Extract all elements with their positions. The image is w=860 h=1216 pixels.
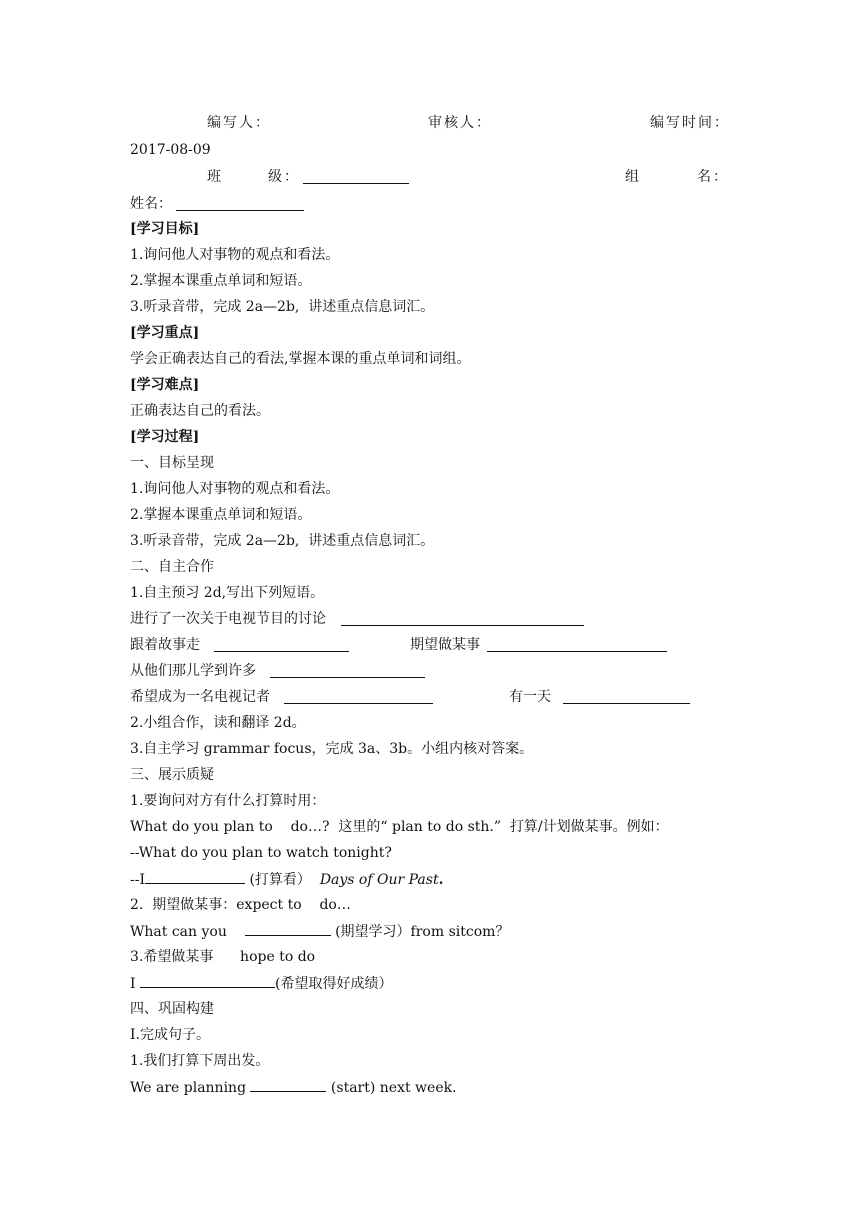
- name-blank[interactable]: [176, 196, 304, 211]
- answer-prefix: --I: [130, 872, 145, 888]
- part-4-sentence-1: 1.我们打算下周出发。: [130, 1053, 270, 1069]
- name-label: 姓名：: [130, 196, 172, 212]
- answer-end: .: [438, 872, 444, 888]
- difficulty-heading: [学习难点]: [130, 377, 200, 393]
- part-2-item-2: 2.小组合作，读和翻译 2d。: [130, 715, 306, 731]
- expect-blank[interactable]: [245, 921, 331, 936]
- key-heading: [学习重点]: [130, 325, 200, 341]
- part-1-item-2: 2.掌握本课重点单词和短语。: [130, 507, 312, 523]
- expect-prefix: What can you: [130, 924, 245, 940]
- phrase-4-blank[interactable]: [270, 663, 425, 678]
- part-4-heading: 四、巩固构建: [130, 1001, 214, 1017]
- author-label: 编写人：: [207, 115, 271, 131]
- part-2-heading: 二、自主合作: [130, 559, 214, 575]
- part-3-item-2: 2. 期望做某事：expect to do…: [130, 897, 351, 913]
- hope-prefix: I: [130, 976, 140, 992]
- class-label-1: 班: [207, 169, 223, 185]
- part-3-item-2-question: [130, 921, 509, 942]
- answer-blank[interactable]: [145, 869, 245, 884]
- part-3-item-3-sentence: [130, 973, 392, 994]
- start-prefix: We are planning: [130, 1080, 251, 1096]
- phrase-2: 跟着故事走: [130, 637, 200, 653]
- phrase-3: 期望做某事: [410, 637, 480, 653]
- part-1-item-1: 1.询问他人对事物的观点和看法。: [130, 481, 340, 497]
- part-4-item-1: I.完成句子。: [130, 1027, 210, 1043]
- hope-blank[interactable]: [140, 973, 275, 988]
- goal-2: 2.掌握本课重点单词和短语。: [130, 273, 312, 289]
- part-1-heading: 一、目标呈现: [130, 455, 214, 471]
- date-value: 2017-08-09: [130, 142, 211, 158]
- phrase-5: 希望成为一名电视记者: [130, 689, 270, 705]
- start-suffix: (start) next week.: [326, 1080, 457, 1096]
- difficulty-text: 正确表达自己的看法。: [130, 403, 270, 419]
- phrase-3-blank[interactable]: [487, 637, 667, 652]
- phrase-6-blank[interactable]: [563, 689, 690, 704]
- part-2-item-3: 3.自主学习 grammar focus，完成 3a、3b。小组内核对答案。: [130, 741, 534, 757]
- phrase-5-blank[interactable]: [284, 689, 433, 704]
- part-4-sentence-1-english: [130, 1077, 457, 1098]
- start-blank[interactable]: [250, 1077, 326, 1092]
- answer-hint: (打算看）: [245, 872, 320, 888]
- process-heading: [学习过程]: [130, 429, 200, 445]
- answer-title: Days of Our Past: [319, 872, 439, 888]
- key-text: 学会正确表达自己的看法,掌握本课的重点单词和词组。: [130, 351, 471, 367]
- class-blank[interactable]: [303, 169, 409, 184]
- part-1-item-3: 3.听录音带，完成 2a—2b, 讲述重点信息词汇。: [130, 533, 435, 549]
- phrase-6: 有一天: [509, 689, 551, 705]
- goal-1: 1.询问他人对事物的观点和看法。: [130, 247, 340, 263]
- part-3-example-question: --What do you plan to watch tonight?: [130, 845, 392, 861]
- phrase-4: 从他们那儿学到许多: [130, 663, 256, 679]
- part-3-item-1: 1.要询问对方有什么打算时用：: [130, 793, 326, 809]
- part-3-heading: 三、展示质疑: [130, 767, 214, 783]
- part-3-item-3: 3.希望做某事 hope to do: [130, 949, 316, 965]
- part-2-item-1: 1.自主预习 2d,写出下列短语。: [130, 585, 325, 601]
- class-label-2: 级：: [268, 169, 300, 185]
- part-3-example-answer: [130, 869, 443, 890]
- hope-hint: (希望取得好成绩）: [274, 976, 393, 992]
- expect-hint: (期望学习）from sitcom？: [330, 924, 510, 940]
- group-label-1: 组: [625, 169, 641, 185]
- goal-3: 3.听录音带，完成 2a—2b, 讲述重点信息词汇。: [130, 299, 435, 315]
- goals-heading: [学习目标]: [130, 221, 200, 237]
- phrase-2-blank[interactable]: [214, 637, 349, 652]
- part-3-plan-explain: What do you plan to do…? 这里的“ plan to do sth.” 打算/计划做某事。例如：: [130, 819, 669, 835]
- date-label: 编写时间：: [650, 115, 730, 131]
- group-label-2: 名：: [697, 169, 729, 185]
- phrase-1-blank[interactable]: [341, 611, 584, 626]
- reviewer-label: 审核人：: [428, 115, 492, 131]
- phrase-1: 进行了一次关于电视节目的讨论: [130, 611, 326, 627]
